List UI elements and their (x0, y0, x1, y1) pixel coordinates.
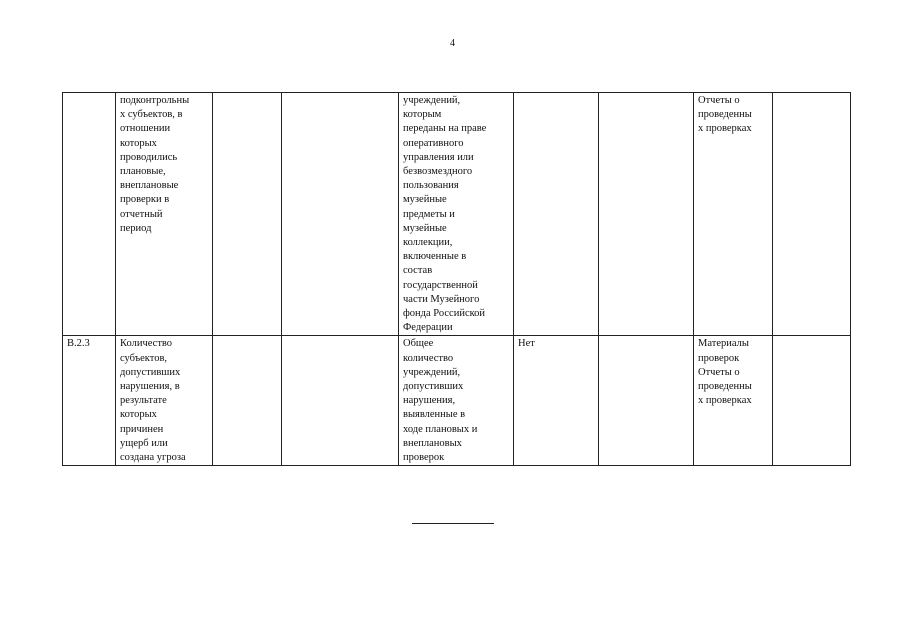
cell-empty (213, 93, 282, 336)
indicator-table (62, 92, 851, 466)
cell-description: Общее количество учреждений, допустивших нарушения, выявленные в ходе плановых и внеплановых проверок (399, 336, 514, 466)
cell-code: В.2.3 (63, 336, 116, 466)
cell-source: Отчеты о проведенны х проверках (694, 93, 773, 336)
cell-empty (282, 93, 399, 336)
cell-source: Материалы проверок Отчеты о проведенны х проверках (694, 336, 773, 466)
cell-empty (773, 336, 851, 466)
page-number: 4 (450, 38, 455, 49)
table-row (63, 336, 851, 466)
table-row (63, 93, 851, 336)
cell-value: Нет (514, 336, 599, 466)
cell-indicator-name: Количество субъектов, допустивших нарушения, в результате которых причинен ущерб или создана угроза (116, 336, 213, 466)
cell-description: учреждений, которым переданы на праве оперативного управления или безвозмездного пользования музейные предметы и музейные коллекции, включенные в состав государственной части Музейного фонда Российской Федерации (399, 93, 514, 336)
cell-indicator-name: подконтрольны х субъектов, в отношении которых проводились плановые, внеплановые проверки в отчетный период (116, 93, 213, 336)
footnote-divider (412, 523, 494, 524)
cell-empty (599, 336, 694, 466)
cell-value (514, 93, 599, 336)
cell-code (63, 93, 116, 336)
cell-empty (773, 93, 851, 336)
cell-empty (599, 93, 694, 336)
cell-empty (213, 336, 282, 466)
cell-empty (282, 336, 399, 466)
